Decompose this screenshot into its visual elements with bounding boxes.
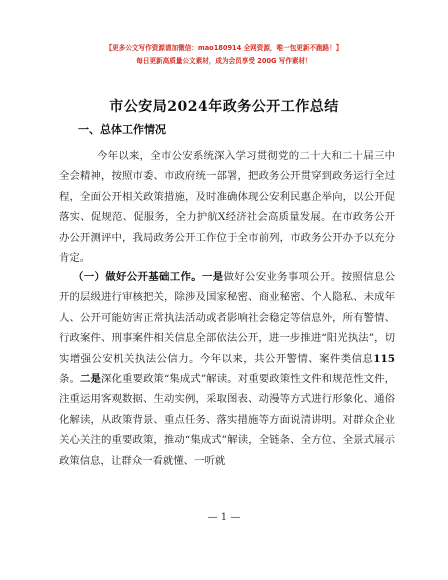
point-marker-1: 一是 <box>201 271 224 283</box>
promo-line-2: 每日更新高质量公文素材，成为会员享受 200G 写作素材！ <box>136 57 312 65</box>
disclosure-unit: 条。 <box>59 373 80 386</box>
disclosure-count: 115 <box>373 352 395 365</box>
point-marker-2: 二是 <box>80 373 101 386</box>
document-title: 市公安局2024年政务公开工作总结 <box>109 99 339 115</box>
paragraph-overview: 今年以来，全市公安系统深入学习贯彻党的二十大和二十届三中全会精神，按照市委、市政府统一部署，把政务公开贯穿到政务运行全过程，全面公开相关政策措施，及时准确体现公安利民惠企举向，以公开促落实、促规范、促服务，全力护航X经济社会高质量发展。在市政务公开办公开测评中，我局政务公开工作位于全市前列，市政务公开办予以充分肯定。 <box>59 150 395 265</box>
paragraph-basic-work <box>59 267 395 471</box>
point-text-2: 深化重要政策“集成式”解读。对重要政策性文件和规范性文件，注重运用客观数据、生动实例，采取图表、动漫等方式进行形象化、通俗化解读，从政策背景、重点任务、落实措施等方面说清讲明。对群众企业关心关注的重要政策，推动“集成式”解读，全链条、全方位、全景式展示政策信息，让群众一看就懂、一听就 <box>59 373 396 467</box>
promo-line-1: 【更多公文写作资源请加微信：mao180914 全网资源，唯一包更新不跑路！】 <box>105 44 343 52</box>
promo-banner <box>0 42 448 68</box>
section-heading: 一、总体工作情况 <box>78 123 166 136</box>
subsection-heading: （一）做好公开基础工作。 <box>73 271 202 283</box>
point-text-1: 做好公安业务事项公开。按照信息公开的层级进行审核把关，除涉及国家秘密、商业秘密、个人隐私、未成年人、公开可能妨害正常执法活动或者影响社会稳定等信息外，所有警情、行政案件、刑事案件相关信息全部依法公开，进一步推进“阳光执法”，切实增强公安机关执法公信力。今年以来，共公开警情、案件类信息 <box>59 271 396 365</box>
page-number: — 1 — <box>207 512 241 523</box>
